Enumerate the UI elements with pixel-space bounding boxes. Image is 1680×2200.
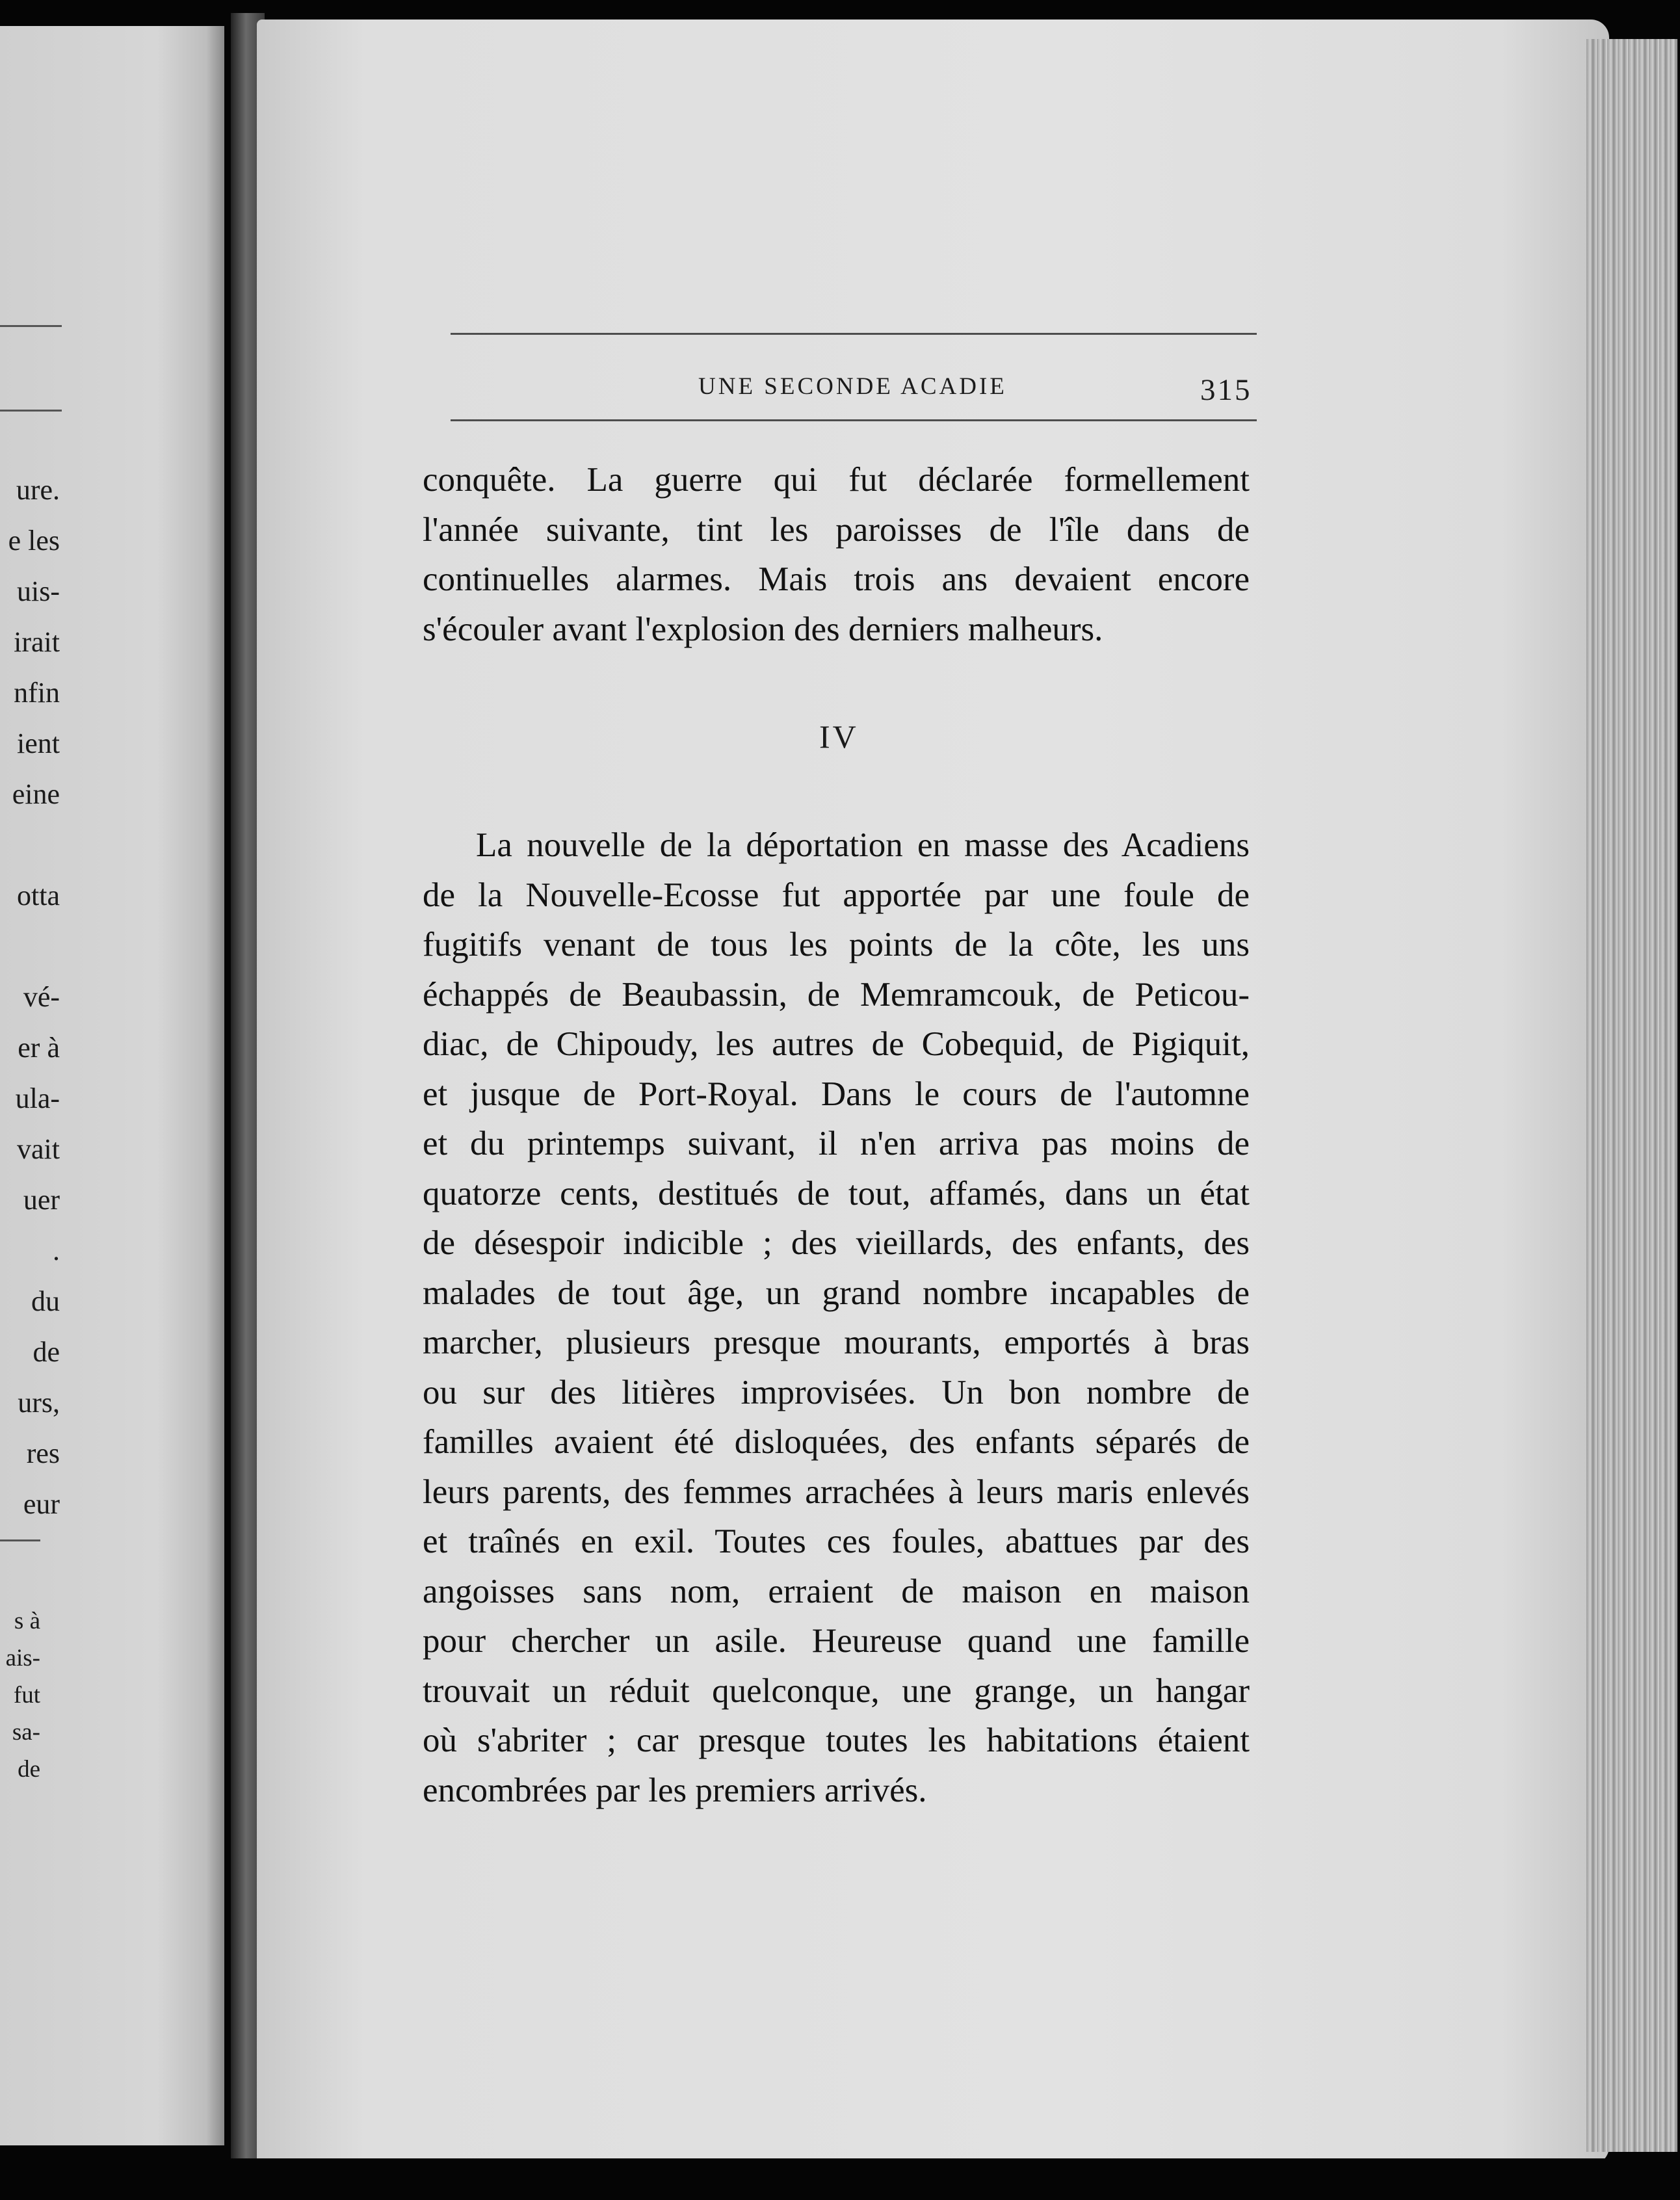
left-fragment (0, 921, 60, 972)
left-fragment: eine (12, 778, 60, 810)
text-line: trouvait un réduit quelconque, une grange, un hangar (423, 1671, 1250, 1710)
left-page-rule-header (0, 410, 62, 412)
header-rule-bottom (451, 419, 1257, 421)
left-fragment: otta (17, 880, 60, 911)
text-line: fugitifs venant de tous les points de la côte, les uns (423, 926, 1250, 963)
scan-bottom-border (0, 2158, 1680, 2200)
left-facing-page (0, 26, 224, 2145)
left-fragment: urs, (18, 1387, 60, 1419)
left-page-footnote-rule (0, 1539, 40, 1541)
text-line: diac, de Chipoudy, les autres de Cobequid, de Pigiquit, (423, 1025, 1250, 1063)
text-line: s'écouler avant l'explosion des derniers malheurs. (423, 610, 1103, 648)
text-line: leurs parents, des femmes arrachées à leurs maris enlevés (423, 1473, 1250, 1511)
left-fragment: nfin (14, 677, 60, 709)
text-line: échappés de Beaubassin, de Memramcouk, de Peticou- (423, 975, 1250, 1014)
text-line: encombrées par les premiers arrivés. (423, 1771, 927, 1809)
text-line: de la Nouvelle-Ecosse fut apportée par une foule de (423, 876, 1250, 914)
left-fragment: res (26, 1437, 60, 1469)
left-page-rule-top (0, 325, 62, 327)
left-fragment: ient (17, 727, 60, 759)
text-line: pour chercher un asile. Heureuse quand une famille (423, 1622, 1250, 1660)
page-block-edges (1586, 39, 1677, 2152)
left-fragment: er à (18, 1032, 60, 1064)
text-line: marcher, plusieurs presque mourants, emportés à bras (423, 1324, 1250, 1361)
text-line: où s'abriter ; car presque toutes les habitations étaient (423, 1722, 1250, 1759)
left-fragment: . (53, 1235, 60, 1266)
text-line: ou sur des litières improvisées. Un bon nombre de (423, 1373, 1250, 1411)
text-line: et jusque de Port-Royal. Dans le cours de l'automne (423, 1075, 1250, 1113)
text-line: et du printemps suivant, il n'en arriva pas moins de (423, 1125, 1250, 1162)
left-fragment (0, 820, 60, 871)
left-note-fragment: sa- (12, 1719, 40, 1746)
text-line: continuelles alarmes. Mais trois ans devaient encore (423, 560, 1250, 598)
left-note-fragment: ais- (5, 1645, 40, 1671)
text-line: quatorze cents, destitués de tout, affamés, dans un état (423, 1174, 1250, 1212)
left-fragment: de (33, 1336, 60, 1368)
text-line: de désespoir indicible ; des vieillards, des enfants, des (423, 1224, 1250, 1262)
text-line: La nouvelle de la déportation en masse des Acadiens (476, 826, 1250, 864)
left-fragment: e les (8, 525, 60, 557)
left-fragment: vait (17, 1133, 60, 1165)
left-fragment: eur (23, 1488, 60, 1520)
left-note-fragment: fut (13, 1682, 40, 1709)
running-head: UNE SECONDE ACADIE (698, 373, 1007, 400)
left-note-fragment: s à (14, 1608, 40, 1634)
page-number: 315 (1200, 373, 1252, 407)
left-page-footnote-fragments (0, 1603, 40, 1788)
header-rule-top (451, 333, 1257, 335)
paragraph-continued (423, 455, 1250, 654)
left-fragment: ure. (16, 474, 60, 506)
left-fragment: uis- (17, 575, 60, 607)
text-line: conquête. La guerre qui fut déclarée formellement (423, 461, 1250, 499)
paragraph-section-iv (423, 820, 1250, 1815)
left-fragment: ula- (15, 1082, 60, 1114)
left-fragment: irait (14, 626, 60, 658)
section-heading: IV (819, 718, 859, 755)
text-line: l'année suivante, tint les paroisses de l'île dans de (423, 510, 1250, 549)
text-line: malades de tout âge, un grand nombre incapables de (423, 1274, 1250, 1312)
left-fragment: uer (23, 1184, 60, 1216)
text-line: familles avaient été disloquées, des enfants séparés de (423, 1423, 1250, 1461)
text-line: angoisses sans nom, erraient de maison en maison (423, 1572, 1250, 1610)
left-fragment: vé- (23, 981, 60, 1013)
text-line: et traînés en exil. Toutes ces foules, abattues par des (423, 1523, 1250, 1560)
left-fragment: du (31, 1285, 60, 1317)
left-note-fragment: de (18, 1756, 40, 1783)
left-page-text-fragments (0, 465, 60, 1530)
